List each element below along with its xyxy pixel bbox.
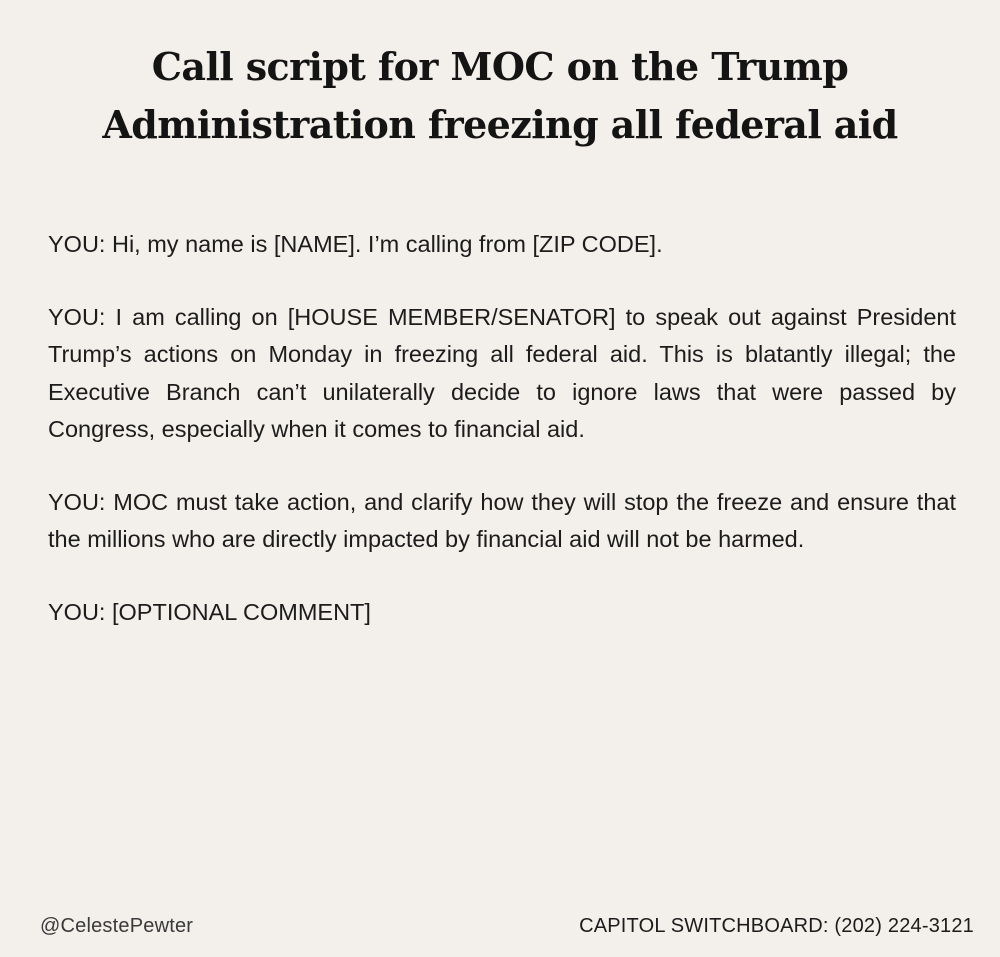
switchboard-number: CAPITOL SWITCHBOARD: (202) 224-3121 bbox=[579, 915, 974, 937]
title-line-2: Administration freezing all federal aid bbox=[102, 102, 898, 147]
script-paragraph-request: YOU: I am calling on [HOUSE MEMBER/SENATOR] to speak out against President Trump’s actions on Monday in freezing all federal aid. This is blatantly illegal; the Executive Branch can’t unilaterally decide to ignore laws that were passed by Congress, especially when it comes to financial aid. bbox=[48, 303, 956, 442]
script-paragraph-action: YOU: MOC must take action, and clarify how they will stop the freeze and ensure that the millions who are directly impacted by financial aid will not be harmed. bbox=[48, 488, 956, 552]
author-handle: @CelestePewter bbox=[40, 915, 194, 937]
script-paragraph-optional: YOU: [OPTIONAL COMMENT] bbox=[48, 598, 371, 625]
script-paragraph-intro: YOU: Hi, my name is [NAME]. I’m calling from [ZIP CODE]. bbox=[48, 231, 663, 257]
page-title bbox=[60, 38, 940, 154]
script-body bbox=[48, 226, 956, 666]
title-line-1: Call script for MOC on the Trump bbox=[151, 44, 849, 89]
